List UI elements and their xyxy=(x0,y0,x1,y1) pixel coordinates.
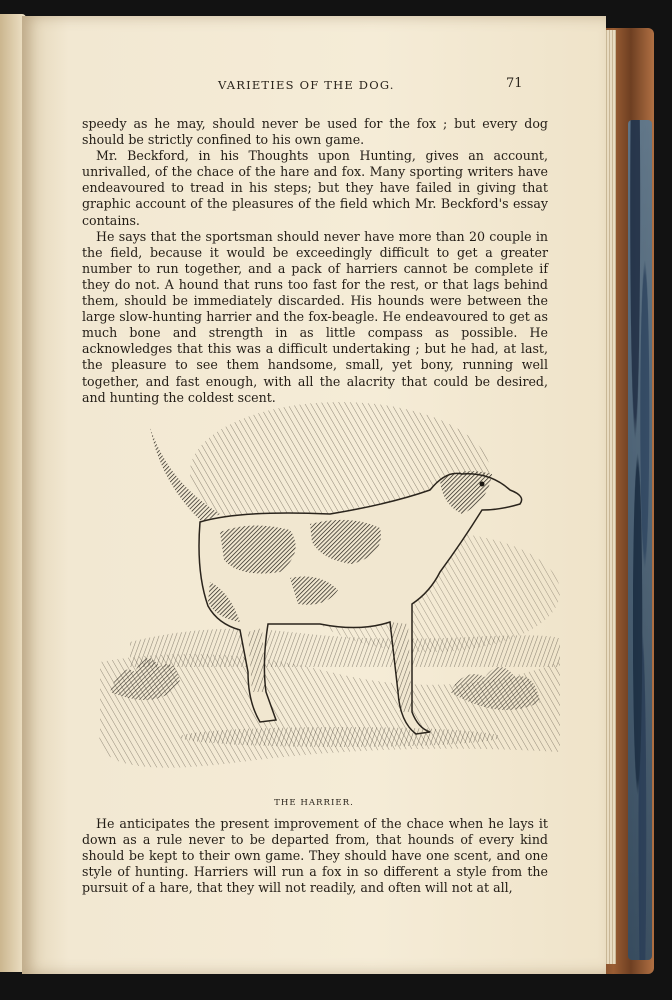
paragraph: He says that the sportsman should never have more than 20 couple in the field, because it would be exceedingly difficult to get a greater number to run together, and a pack of harriers cannot be complete if they do not. A hound that runs too fast for the rest, or that lags behind them, should be immediately discarded. His hounds were between the large slow-hunting harrier and the fox-beagle. He endeavoured to get as much bone and strength in as little compass as possible. He acknowledges that this was a difficult undertaking ; but he had, at last, the pleasure to see them handsome, small, yet bony, running well together, and fast enough, with all the alacrity that could be desired, and hunting the coldest scent. xyxy=(82,228,548,405)
body-text-bottom xyxy=(82,816,548,896)
paragraph: speedy as he may, should never be used for the fox ; but every dog should be strictly confined to his own game. xyxy=(82,116,548,148)
marbled-endpaper xyxy=(628,120,652,960)
body-text-top xyxy=(82,116,548,406)
paragraph: He anticipates the present improvement of the chace when he lays it down as a rule never to be departed from, that hounds of every kind should be kept to their own game. They should have one scent, and one style of hunting. Harriers will run a fox in so different a style from the pursuit of a hare, that they will not readily, and often will not at all, xyxy=(82,816,548,896)
paragraph: Mr. Beckford, in his Thoughts upon Hunting, gives an account, unrivalled, of the chace of the hare and fox. Many sporting writers have endeavoured to tread in his steps; but they have failed in giving that graphic account of the pleasures of the field which Mr. Beckford's essay contains. xyxy=(82,148,548,228)
harrier-engraving xyxy=(90,392,570,772)
book-page xyxy=(22,16,606,974)
header-title: VARIETIES OF THE DOG. xyxy=(218,78,395,92)
illustration-caption: THE HARRIER. xyxy=(274,798,354,808)
page-number: 71 xyxy=(506,76,523,91)
